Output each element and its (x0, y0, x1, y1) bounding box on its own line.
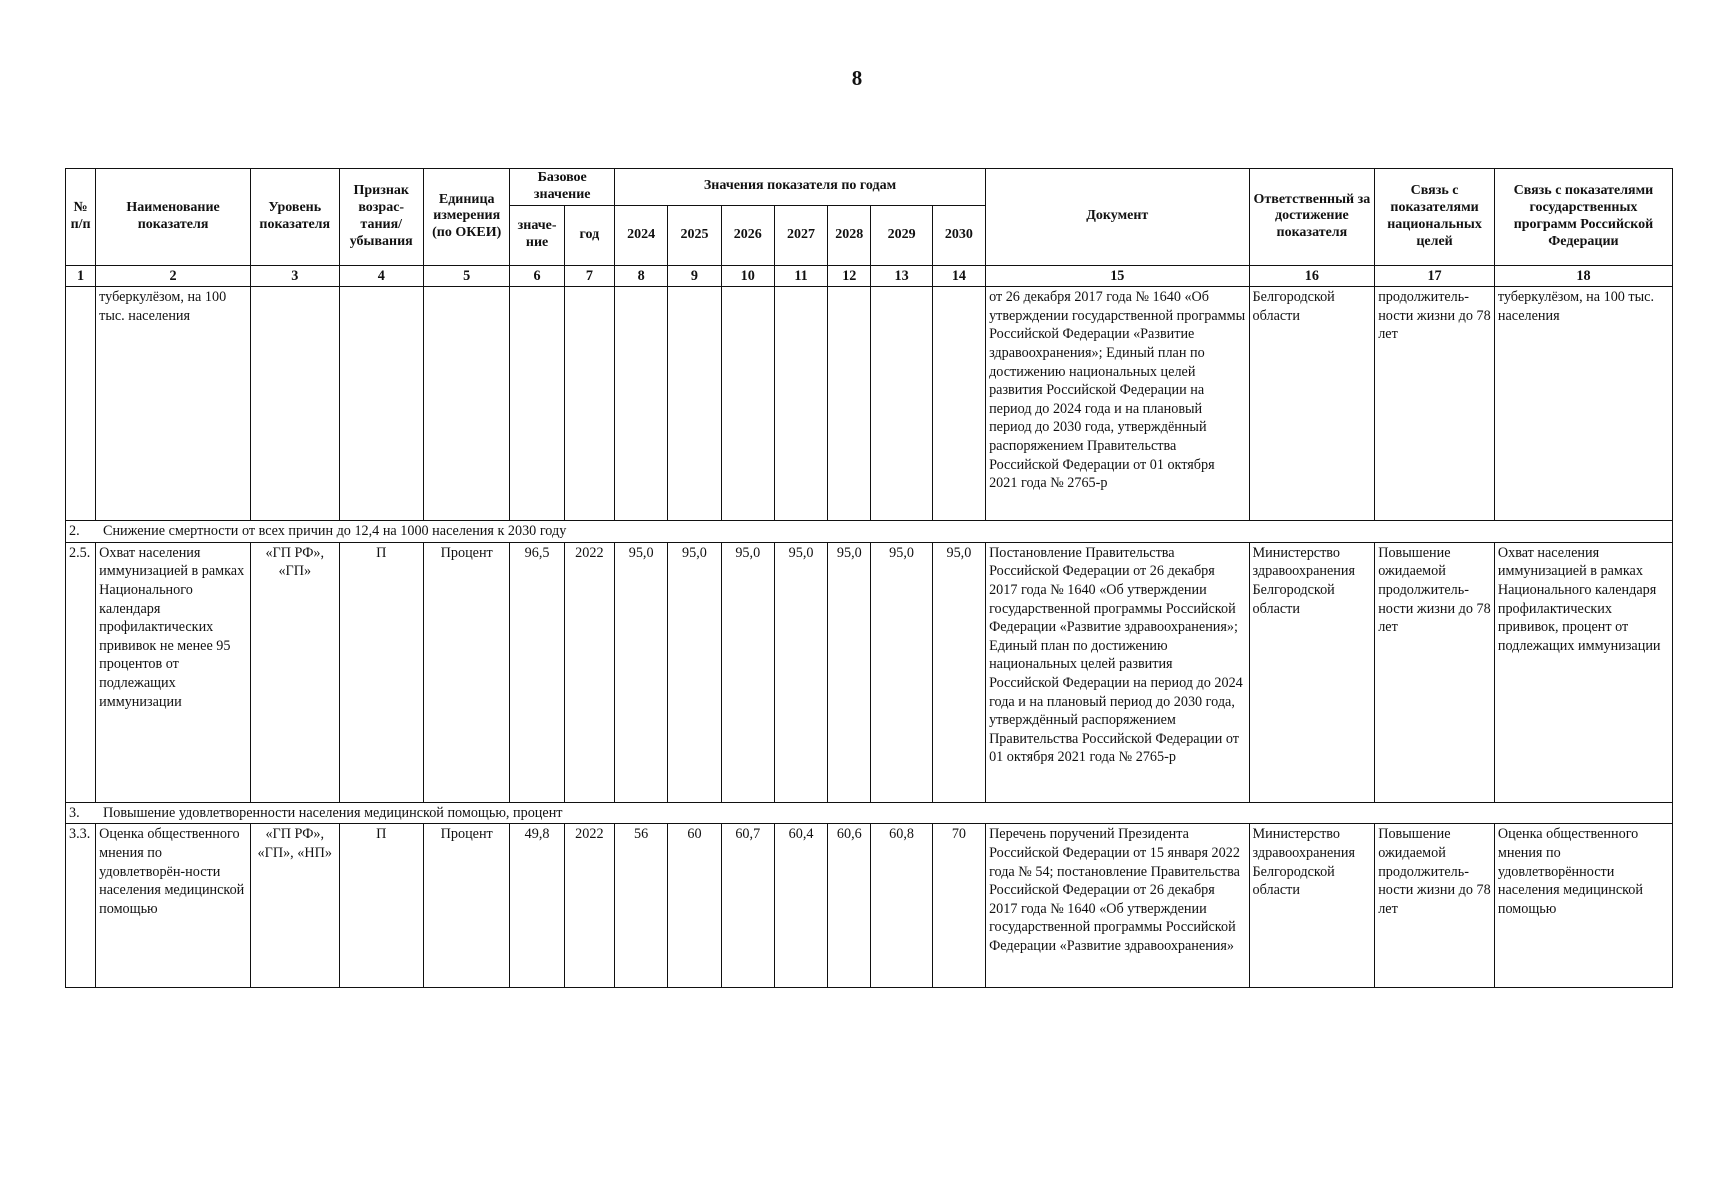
cell-level: «ГП РФ», «ГП», «НП» (251, 824, 339, 988)
cell-name: Охват населения иммунизацией в рамках Национального календаря профилактических прививок не менее 95 процентов от подлежащих иммунизации (96, 542, 251, 802)
header-year: 2029 (871, 205, 932, 265)
cell-number: 2.5. (66, 542, 96, 802)
header-document: Документ (986, 169, 1249, 266)
cell-value: 60,6 (828, 824, 871, 988)
column-number: 3 (251, 265, 339, 287)
cell-base-value (510, 287, 564, 521)
header-year: 2028 (828, 205, 871, 265)
column-number: 8 (615, 265, 668, 287)
cell-number: 3.3. (66, 824, 96, 988)
header-level: Уровень показателя (251, 169, 339, 266)
cell-value: 95,0 (932, 542, 985, 802)
cell-value: 70 (932, 824, 985, 988)
column-number: 9 (668, 265, 721, 287)
column-number: 18 (1494, 265, 1672, 287)
column-number: 2 (96, 265, 251, 287)
cell-value (828, 287, 871, 521)
header-gov-program: Связь с показателями государственных программ Российской Федерации (1494, 169, 1672, 266)
cell-unit: Процент (423, 824, 509, 988)
cell-value (774, 287, 827, 521)
header-base-group: Базовое значение (510, 169, 615, 206)
column-number: 14 (932, 265, 985, 287)
table-row-3-3 (66, 824, 1673, 988)
cell-base-value: 49,8 (510, 824, 564, 988)
column-number: 1 (66, 265, 96, 287)
cell-document: Постановление Правительства Российской Федерации от 26 декабря 2017 года № 1640 «Об утверждении государственной программы Российской Федерации «Развитие здравоохранения»; Единый план по достижению национальных целей развития Российской Федерации на период до 2024 года и на плановый период до 2030 года, утверждённый распоряжением Правительства Российской Федерации от 01 октября 2021 года № 2765-р (986, 542, 1249, 802)
cell-name: туберкулёзом, на 100 тыс. населения (96, 287, 251, 521)
cell-value: 95,0 (828, 542, 871, 802)
cell-name: Оценка общественного мнения по удовлетворён-ности населения медицинской помощью (96, 824, 251, 988)
cell-level (251, 287, 339, 521)
column-number: 5 (423, 265, 509, 287)
cell-value (721, 287, 774, 521)
cell-gov-program: туберкулёзом, на 100 тыс. населения (1494, 287, 1672, 521)
column-number: 7 (564, 265, 614, 287)
header-year: 2027 (774, 205, 827, 265)
section-heading (66, 802, 1673, 824)
cell-value: 95,0 (721, 542, 774, 802)
cell-unit (423, 287, 509, 521)
cell-base-year: 2022 (564, 824, 614, 988)
section-row-3 (66, 802, 1673, 824)
header-base-value: значе-ние (510, 205, 564, 265)
cell-value: 95,0 (871, 542, 932, 802)
cell-national-goal: продолжитель-ности жизни до 78 лет (1375, 287, 1495, 521)
table-row-continued (66, 287, 1673, 521)
cell-trend (339, 287, 423, 521)
cell-trend: П (339, 824, 423, 988)
column-number: 13 (871, 265, 932, 287)
cell-gov-program: Охват населения иммунизацией в рамках Национального календаря профилактических прививок, процент от подлежащих иммунизации (1494, 542, 1672, 802)
cell-value: 60,7 (721, 824, 774, 988)
cell-value (615, 287, 668, 521)
column-number: 16 (1249, 265, 1375, 287)
cell-value (871, 287, 932, 521)
cell-value: 95,0 (774, 542, 827, 802)
cell-value (932, 287, 985, 521)
cell-value: 60,4 (774, 824, 827, 988)
section-heading (66, 521, 1673, 543)
column-number: 15 (986, 265, 1249, 287)
cell-responsible: Министерство здравоохранения Белгородской области (1249, 542, 1375, 802)
section-number: 2. (69, 523, 80, 540)
cell-responsible: Министерство здравоохранения Белгородской области (1249, 824, 1375, 988)
column-number: 11 (774, 265, 827, 287)
header-year: 2024 (615, 205, 668, 265)
cell-unit: Процент (423, 542, 509, 802)
column-number: 4 (339, 265, 423, 287)
cell-number (66, 287, 96, 521)
cell-national-goal: Повышение ожидаемой продолжитель-ности жизни до 78 лет (1375, 542, 1495, 802)
cell-gov-program: Оценка общественного мнения по удовлетворённости населения медицинской помощью (1494, 824, 1672, 988)
section-row-2 (66, 521, 1673, 543)
section-title: Снижение смертности от всех причин до 12,4 на 1000 населения к 2030 году (103, 523, 567, 540)
header-number: № п/п (66, 169, 96, 266)
column-number: 6 (510, 265, 564, 287)
section-number: 3. (69, 804, 80, 821)
cell-responsible: Белгородской области (1249, 287, 1375, 521)
cell-value: 56 (615, 824, 668, 988)
table-row-2-5 (66, 542, 1673, 802)
table-header (66, 169, 1673, 287)
cell-value: 60 (668, 824, 721, 988)
page-number: 8 (851, 66, 863, 90)
cell-base-year: 2022 (564, 542, 614, 802)
column-number: 10 (721, 265, 774, 287)
section-title: Повышение удовлетворенности населения медицинской помощью, процент (103, 804, 563, 821)
header-year: 2025 (668, 205, 721, 265)
cell-value: 95,0 (668, 542, 721, 802)
cell-value (668, 287, 721, 521)
header-base-year: год (564, 205, 614, 265)
column-numbers-row (66, 265, 1673, 287)
cell-trend: П (339, 542, 423, 802)
header-responsible: Ответственный за достижение показателя (1249, 169, 1375, 266)
header-name: Наименование показателя (96, 169, 251, 266)
header-year: 2026 (721, 205, 774, 265)
header-years-group: Значения показателя по годам (615, 169, 986, 206)
cell-base-value: 96,5 (510, 542, 564, 802)
cell-value: 95,0 (615, 542, 668, 802)
cell-value: 60,8 (871, 824, 932, 988)
cell-document: Перечень поручений Президента Российской Федерации от 15 января 2022 года № 54; постановление Правительства Российской Федерации от 26 декабря 2017 года № 1640 «Об утверждении государственной программы Российской Федерации «Развитие здравоохранения» (986, 824, 1249, 988)
header-year: 2030 (932, 205, 985, 265)
cell-level: «ГП РФ», «ГП» (251, 542, 339, 802)
header-trend: Признак возрас-тания/ убывания (339, 169, 423, 266)
cell-document: от 26 декабря 2017 года № 1640 «Об утверждении государственной программы Российской Федерации «Развитие здравоохранения»; Единый план по достижению национальных целей развития Российской Федерации на период до 2024 года и на плановый период до 2030 года, утверждённый распоряжением Правительства Российской Федерации от 01 октября 2021 года № 2765-р (986, 287, 1249, 521)
cell-national-goal: Повышение ожидаемой продолжитель-ности жизни до 78 лет (1375, 824, 1495, 988)
column-number: 12 (828, 265, 871, 287)
header-unit: Единица измерения (по ОКЕИ) (423, 169, 509, 266)
header-national-goal: Связь с показателями национальных целей (1375, 169, 1495, 266)
column-number: 17 (1375, 265, 1495, 287)
indicators-table (65, 168, 1673, 988)
cell-base-year (564, 287, 614, 521)
